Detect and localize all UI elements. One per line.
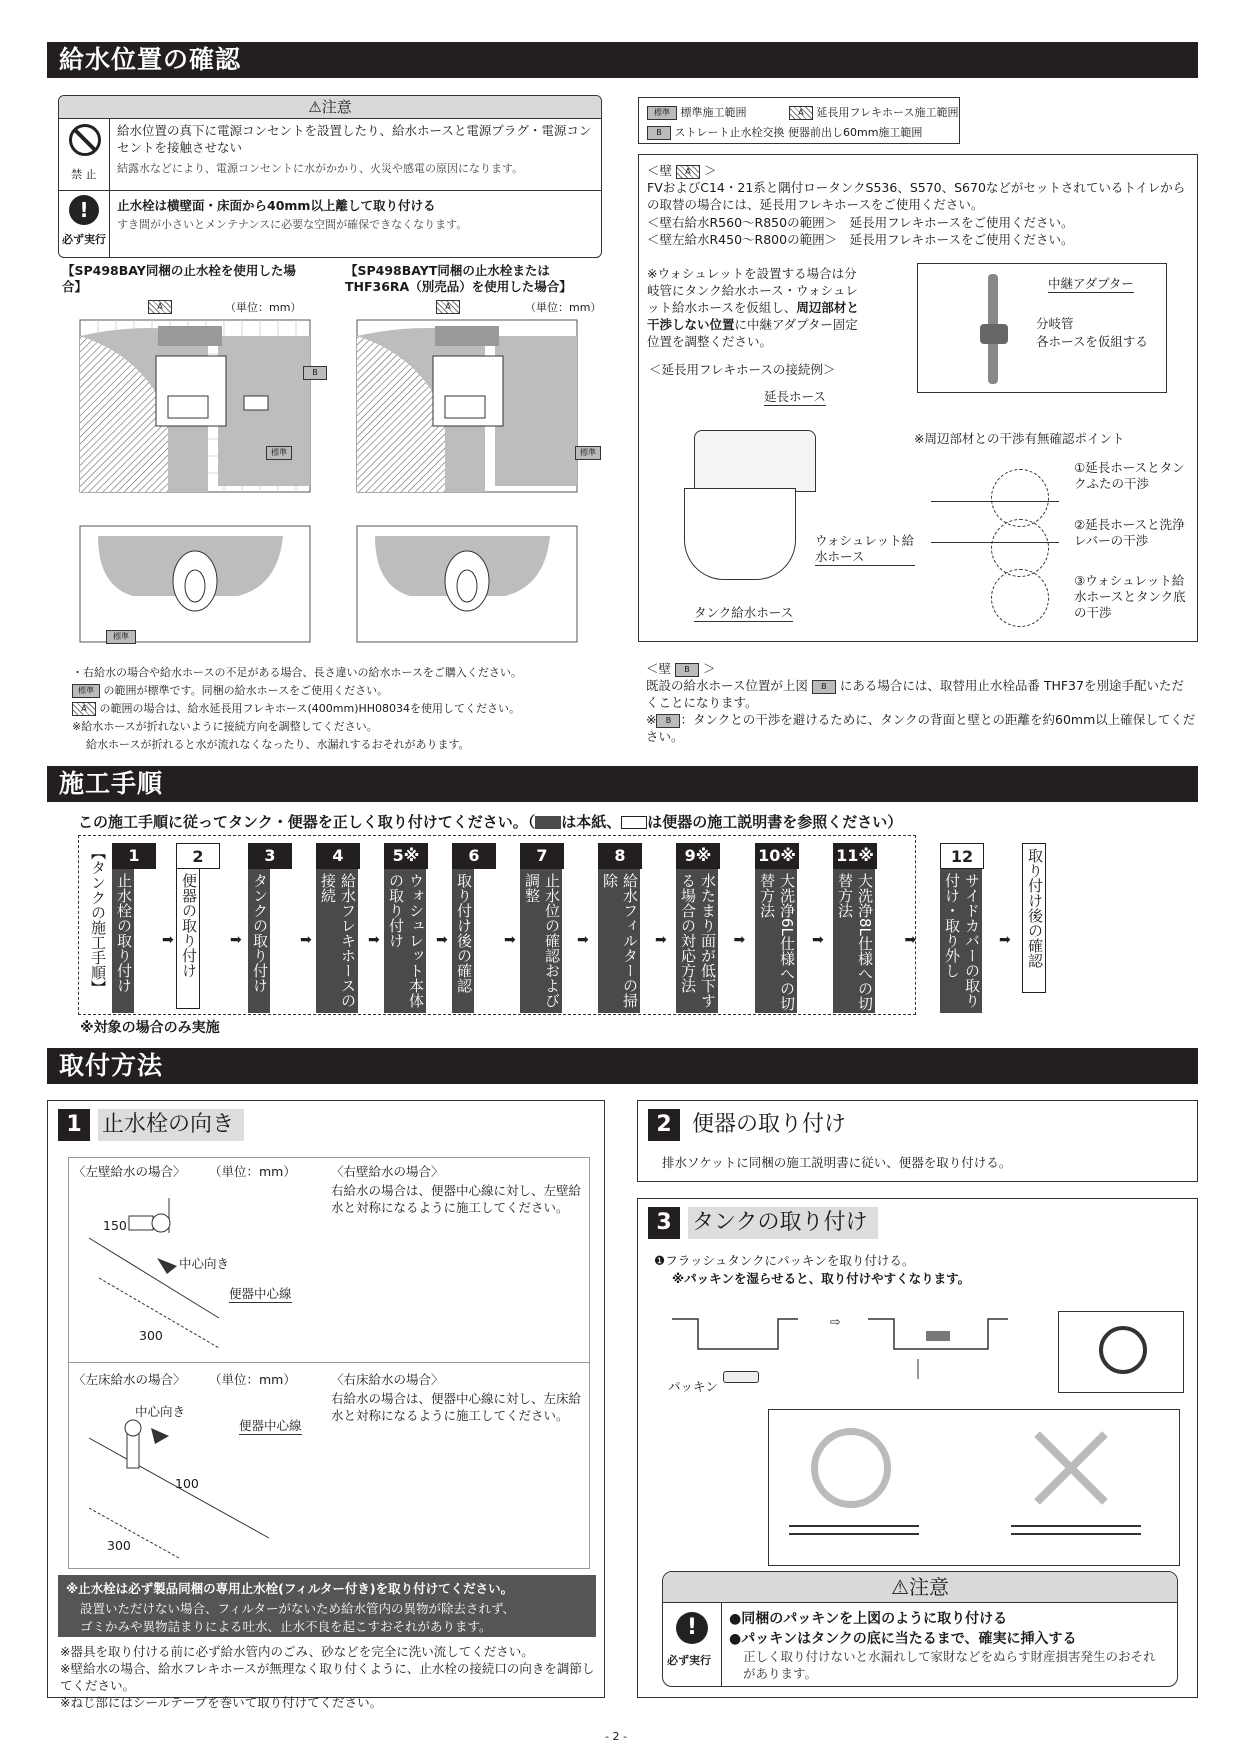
m1-note-3: ※ねじ部にはシールテープを巻いて取り付けてください。 xyxy=(60,1695,383,1710)
tank-hose-label: タンク給水ホース xyxy=(694,605,794,620)
caution-header: ⚠注意 xyxy=(59,96,601,119)
tag-a: A xyxy=(148,300,172,314)
tag-a-right: A xyxy=(436,300,460,314)
section-bar-procedure xyxy=(47,766,1198,802)
step-label: サイドカバーの取り付け・取り外し xyxy=(940,869,982,1013)
step-label: 止水栓の取り付け xyxy=(112,869,134,1013)
must-sub: すき間が小さいとメンテナンスに必要な空間が確保できなくなります。 xyxy=(117,218,468,231)
module-3-title xyxy=(648,1207,878,1243)
step-number: 9※ xyxy=(676,843,720,869)
wall-b-l1b: にある場合には、取替用止水栓品番 THF37を別途手配いただくことになります。 xyxy=(646,678,1184,710)
tag-std-right: 標準 xyxy=(575,446,601,460)
step-number: 6 xyxy=(452,843,496,869)
step-label: 給水フィルターの掃除 xyxy=(598,869,640,1013)
m3-c3: 正しく取り付けないと水漏れして家財などをぬらす財産損害発生のおそれがあります。 xyxy=(743,1649,1156,1681)
module-1-title xyxy=(58,1109,244,1145)
step-arrow-icon: ➡ xyxy=(999,932,1011,948)
lw-title: 〈左壁給水の場合〉 xyxy=(73,1164,186,1179)
tag-std: 標準 xyxy=(266,446,292,460)
section-bar-install xyxy=(47,1048,1198,1084)
module-1-num: 1 xyxy=(58,1109,90,1141)
legend-std: 標準施工範囲 xyxy=(680,106,747,119)
lw-unit: （単位：mm） xyxy=(209,1164,296,1179)
intro-a: この施工手順に従ってタンク・便器を正しく取り付けてください。（ xyxy=(78,813,536,831)
lf-title: 〈左床給水の場合〉 xyxy=(73,1372,186,1387)
section-bar-supply-position xyxy=(47,42,1198,78)
packing-zoom-inset xyxy=(1058,1311,1184,1393)
step-label: 取り付け後の確認 xyxy=(1022,843,1046,993)
std-chip: 標準 xyxy=(72,684,100,698)
wall-a-head-end: ＞ xyxy=(703,163,717,178)
m3-c2: ●パッキンはタンクの底に当たるまで、確実に挿入する xyxy=(729,1631,1077,1647)
legend-box xyxy=(638,97,960,144)
step-12 xyxy=(940,843,984,1013)
prohibit-label: 禁 止 xyxy=(71,168,97,181)
arrow-right: ⇨ xyxy=(830,1314,841,1329)
m3-must-cell xyxy=(663,1602,722,1687)
m3-c1: ●同梱のパッキンを上図のように取り付ける xyxy=(729,1611,1008,1627)
packing-shape xyxy=(723,1371,759,1383)
step-number: 5※ xyxy=(384,843,428,869)
section-title: 施工手順 xyxy=(59,769,164,798)
dim-300b: 300 xyxy=(107,1538,131,1553)
step-number: 11※ xyxy=(833,843,877,869)
rf-title: 〈右床給水の場合〉 xyxy=(331,1372,444,1387)
step-9 xyxy=(676,843,720,1013)
check-drawing xyxy=(931,451,1061,619)
legend-a: 延長用フレキホース施工範囲 xyxy=(816,106,959,119)
module-2-title-text: 便器の取り付け xyxy=(688,1109,856,1141)
step-number: 7 xyxy=(520,843,564,869)
module-2-text: 排水ソケットに同梱の施工説明書に従い、便器を取り付ける。 xyxy=(662,1155,1012,1170)
step-arrow-icon: ➡ xyxy=(162,932,174,948)
step-number: 4 xyxy=(316,843,360,869)
module-3-box xyxy=(637,1198,1198,1698)
step-3 xyxy=(248,843,292,1013)
m1-note-2: ※壁給水の場合、給水フレキホースが無理なく取り付くように、止水栓の接続口の向きを調節してください。 xyxy=(60,1661,595,1693)
legend-std-row xyxy=(647,104,747,120)
step-arrow-icon: ➡ xyxy=(504,932,516,948)
legend-a-chip: A xyxy=(789,106,813,120)
wall-a-chip: A xyxy=(676,165,700,179)
module-2-box xyxy=(637,1100,1198,1182)
step-number: 12 xyxy=(940,843,984,869)
legend-b: ストレート止水栓交換 便器前出し60mm施工範囲 xyxy=(674,126,923,139)
note-4: ※給水ホースが折れないように接続方向を調整してください。 xyxy=(72,720,378,733)
branch-label2: 各ホースを仮組する xyxy=(1036,334,1148,349)
rw-title: 〈右壁給水の場合〉 xyxy=(331,1164,444,1179)
step-label: ウォシュレット本体の取り付け xyxy=(384,869,426,1013)
rw-text: 右給水の場合は、便器中心線に対し、左壁給水と対称になるように施工してください。 xyxy=(331,1183,582,1215)
wall-b-chip: B xyxy=(675,663,699,677)
note-1: ・右給水の場合や給水ホースの不足がある場合、長さ違いの給水ホースをご購入ください。 xyxy=(72,666,522,679)
check-2: ②延長ホースと洗浄レバーの干渉 xyxy=(1074,517,1185,548)
packing-label: パッキン xyxy=(668,1379,718,1394)
wall-a-l2: ＜壁右給水R560～R850の範囲＞ 延長用フレキホースをご使用ください。 xyxy=(647,215,1074,230)
step-arrow-icon: ➡ xyxy=(368,932,380,948)
m3-must-label: 必ず実行 xyxy=(667,1654,711,1667)
wall-b-l2-row xyxy=(646,711,1196,745)
washlet-note-a: ※ウォシュレットを設置する場合は分岐管にタンク給水ホース・ウォシュレット給水ホースを仮組し、 xyxy=(647,266,858,315)
intro-m1: は本紙、 xyxy=(561,813,622,831)
section-title: 取付方法 xyxy=(59,1051,164,1080)
step-number: 3 xyxy=(248,843,292,869)
example-title: ＜延長用フレキホースの接続例＞ xyxy=(649,362,836,377)
procedure-intro xyxy=(78,811,902,832)
exclamation-icon: ! xyxy=(69,195,99,225)
toilet-center-label: 便器中心線 xyxy=(229,1286,292,1301)
diagram-right xyxy=(335,296,590,656)
step-5 xyxy=(384,843,428,1013)
band-l2: ゴミかみや異物詰まりによる吐水、止水不良を起こすおそれがあります。 xyxy=(80,1619,492,1634)
step-11 xyxy=(833,843,877,1013)
caution-box xyxy=(58,95,602,258)
tag-std-floor: 標準 xyxy=(106,630,136,644)
tank-procedure-label: 【タンクの施工手順】 xyxy=(89,845,107,995)
note-2-row xyxy=(72,682,602,700)
step-label: 取り付け後の確認 xyxy=(452,869,474,1013)
a-chip: A xyxy=(72,702,96,716)
step-4 xyxy=(316,843,360,1013)
dim-150: 150 xyxy=(103,1218,127,1233)
unit-left: （単位：mm） xyxy=(225,301,302,314)
diagram-notes xyxy=(72,664,602,754)
step-arrow-icon: ➡ xyxy=(733,932,746,948)
note-3: の範囲の場合は、給水延長用フレキホース(400mm)HH08034を使用してください。 xyxy=(99,702,521,715)
wall-a-l3: ＜壁左給水R450～R800の範囲＞ 延長用フレキホースをご使用ください。 xyxy=(647,232,1074,247)
note-3-row xyxy=(72,700,602,718)
washlet-note-end: に中継アダプター固定位置を調整ください。 xyxy=(647,317,858,349)
prohibit-sub: 結露水などにより、電源コンセントに水がかかり、火災や感電の原因になります。 xyxy=(117,162,524,175)
dim-300: 300 xyxy=(139,1328,163,1343)
step-number: 1 xyxy=(112,843,156,869)
wall-b-l2b: ：タンクとの干渉を避けるために、タンクの背面と壁との距離を約60mm以上確保してください。 xyxy=(646,712,1196,744)
prohibit-cell xyxy=(59,118,110,191)
diagram-left xyxy=(58,296,313,656)
diagram-right-title: 【SP498BAYT同梱の止水栓またはTHF36RA（別売品）を使用した場合】 xyxy=(345,263,572,294)
must-main: 止水栓は横壁面・床面から40mm以上離して取り付ける xyxy=(117,198,436,213)
washlet-note xyxy=(647,265,869,350)
step-2 xyxy=(176,843,220,1013)
step-number: 10※ xyxy=(755,843,799,869)
tag-b: B xyxy=(303,366,327,380)
step-13 xyxy=(1022,843,1066,1013)
wall-b-head-row xyxy=(646,660,1196,677)
left-wall-plan xyxy=(80,320,310,492)
step-arrow-icon: ➡ xyxy=(577,932,589,948)
step-arrow-icon: ➡ xyxy=(436,932,448,948)
m3-caution-box xyxy=(662,1571,1178,1687)
toilet-center-label2: 便器中心線 xyxy=(239,1418,302,1433)
light-marker xyxy=(621,816,647,829)
wall-a-head-row xyxy=(647,161,717,179)
module-1-notes xyxy=(60,1643,600,1711)
legend-a-row xyxy=(789,104,959,120)
check-1: ①延長ホースとタンクふたの干渉 xyxy=(1074,460,1185,491)
must-label: 必ず実行 xyxy=(62,233,106,246)
band-title: ※止水栓は必ず製品同梱の専用止水栓(フィルター付き)を取り付けてください。 xyxy=(66,1581,514,1596)
step-arrow-icon: ➡ xyxy=(300,932,312,948)
exclamation-icon-2: ! xyxy=(676,1612,708,1644)
step-1 xyxy=(112,843,156,1013)
module-2-num: 2 xyxy=(648,1109,680,1141)
wall-b-head-end: ＞ xyxy=(702,661,716,676)
module-1-title-text: 止水栓の向き xyxy=(98,1109,244,1141)
wall-a-head: ＜壁 xyxy=(647,163,673,178)
tank-bottom-drawing xyxy=(668,1299,1028,1379)
procedure-footnote: ※対象の場合のみ実施 xyxy=(80,1020,220,1036)
ok-circle-icon xyxy=(811,1428,891,1508)
module-3-title-text: タンクの取り付け xyxy=(688,1207,878,1239)
page-number: - 2 - xyxy=(605,1730,627,1743)
prohibit-icon xyxy=(69,124,101,156)
ng-cross-icon xyxy=(1031,1428,1111,1508)
step-number: 8 xyxy=(598,843,642,869)
step-7 xyxy=(520,843,564,1013)
step-label: 止水位の確認および調整 xyxy=(520,869,562,1013)
step-6 xyxy=(452,843,496,1013)
step-arrow-icon: ➡ xyxy=(655,932,667,948)
prohibit-main: 給水位置の真下に電源コンセントを設置したり、給水ホースと電源プラグ・電源コンセントを接触させない xyxy=(117,123,592,155)
step-label: 水たまり面が低下する場合の対応方法 xyxy=(676,869,718,1013)
step-arrow-icon: ➡ xyxy=(230,932,242,948)
dim-100: 100 xyxy=(175,1476,199,1491)
section-title: 給水位置の確認 xyxy=(59,45,242,74)
branch-label: 分岐管 xyxy=(1036,316,1074,331)
rf-text: 右給水の場合は、便器中心線に対し、左床給水と対称になるように施工してください。 xyxy=(331,1391,582,1423)
wall-b-chip3: B xyxy=(656,714,680,728)
m3-step1: ❶フラッシュタンクにパッキンを取り付ける。 xyxy=(654,1253,915,1268)
step-label: 給水フレキホースの接続 xyxy=(316,869,358,1013)
note-2: の範囲が標準です。同梱の給水ホースをご使用ください。 xyxy=(103,684,389,697)
step-label: 大洗浄8L仕様への切替方法 xyxy=(833,869,875,1013)
dark-marker xyxy=(535,816,561,829)
center-dir-label: 中心向き xyxy=(179,1256,230,1271)
check-title: ※周辺部材との干渉有無確認ポイント xyxy=(914,431,1125,446)
left-floor-plan xyxy=(80,526,310,642)
wall-b-chip2: B xyxy=(812,680,836,694)
wall-b-l1-row xyxy=(646,677,1196,711)
module-1-figures xyxy=(68,1157,590,1569)
module-2-title xyxy=(648,1109,856,1145)
wall-a-box xyxy=(638,154,1198,642)
step-arrow-icon: ➡ xyxy=(904,932,917,948)
adapter-label: 中継アダプター xyxy=(1048,276,1134,291)
step-8 xyxy=(598,843,642,1013)
m1-note-1: ※器具を取り付ける前に必ず給水管内のごみ、砂などを完全に洗い流してください。 xyxy=(60,1644,534,1659)
wall-b-head: ＜壁 xyxy=(646,661,672,676)
step-label: 大洗浄6L仕様への切替方法 xyxy=(755,869,797,1013)
m3-caution-head: ⚠注意 xyxy=(663,1572,1177,1603)
legend-std-chip: 標準 xyxy=(647,106,677,120)
legend-b-chip: B xyxy=(647,126,671,140)
step-arrow-icon: ➡ xyxy=(812,932,824,948)
step-10 xyxy=(755,843,799,1013)
note-5: 給水ホースが折れると水が流れなくなったり、水漏れするおそれがあります。 xyxy=(86,738,470,751)
lf-unit: （単位：mm） xyxy=(209,1372,296,1387)
ok-ng-panel xyxy=(768,1409,1180,1566)
adapter-shape xyxy=(980,324,1008,344)
module-3-num: 3 xyxy=(648,1207,680,1239)
module-1-box xyxy=(47,1100,605,1710)
unit-right: （単位：mm） xyxy=(525,301,602,314)
adapter-inset xyxy=(917,263,1167,393)
washlet-hose-label: ウォシュレット給水ホース xyxy=(815,533,915,564)
intro-m2: は便器の施工説明書を参照ください） xyxy=(647,813,903,831)
wall-b-l2: ※ xyxy=(646,712,657,727)
wall-a-l1: FVおよびC14・21系と隅付ロータンクS536、S570、S670などがセットされているトイレからの取替の場合には、延長用フレキホースをご使用ください。 xyxy=(647,180,1186,212)
diagram-left-title: 【SP498BAY同梱の止水栓を使用した場合】 xyxy=(62,263,296,294)
step-label: 便器の取り付け xyxy=(176,869,200,1009)
step-label: タンクの取り付け xyxy=(248,869,270,1013)
washlet-note-bold: 周辺部材と干渉しない位置 xyxy=(647,300,859,332)
filter-warning-band xyxy=(58,1575,596,1637)
wall-b-l1: 既設の給水ホース位置が上図 xyxy=(646,678,808,693)
check-3: ③ウォシュレット給水ホースとタンク底の干渉 xyxy=(1074,573,1186,620)
legend-b-row xyxy=(647,124,922,140)
band-l1: 設置いただけない場合、フィルターがないため給水管内の異物が除去されず、 xyxy=(80,1601,516,1616)
step-number: 2 xyxy=(176,843,220,869)
m3-step1b: ※パッキンを湿らせると、取り付けやすくなります。 xyxy=(672,1271,971,1286)
toilet-drawing xyxy=(674,410,834,580)
ext-hose-label: 延長ホース xyxy=(764,389,826,404)
wall-b-block xyxy=(646,660,1196,745)
must-cell xyxy=(59,191,110,258)
center-dir-label2: 中心向き xyxy=(135,1404,186,1419)
